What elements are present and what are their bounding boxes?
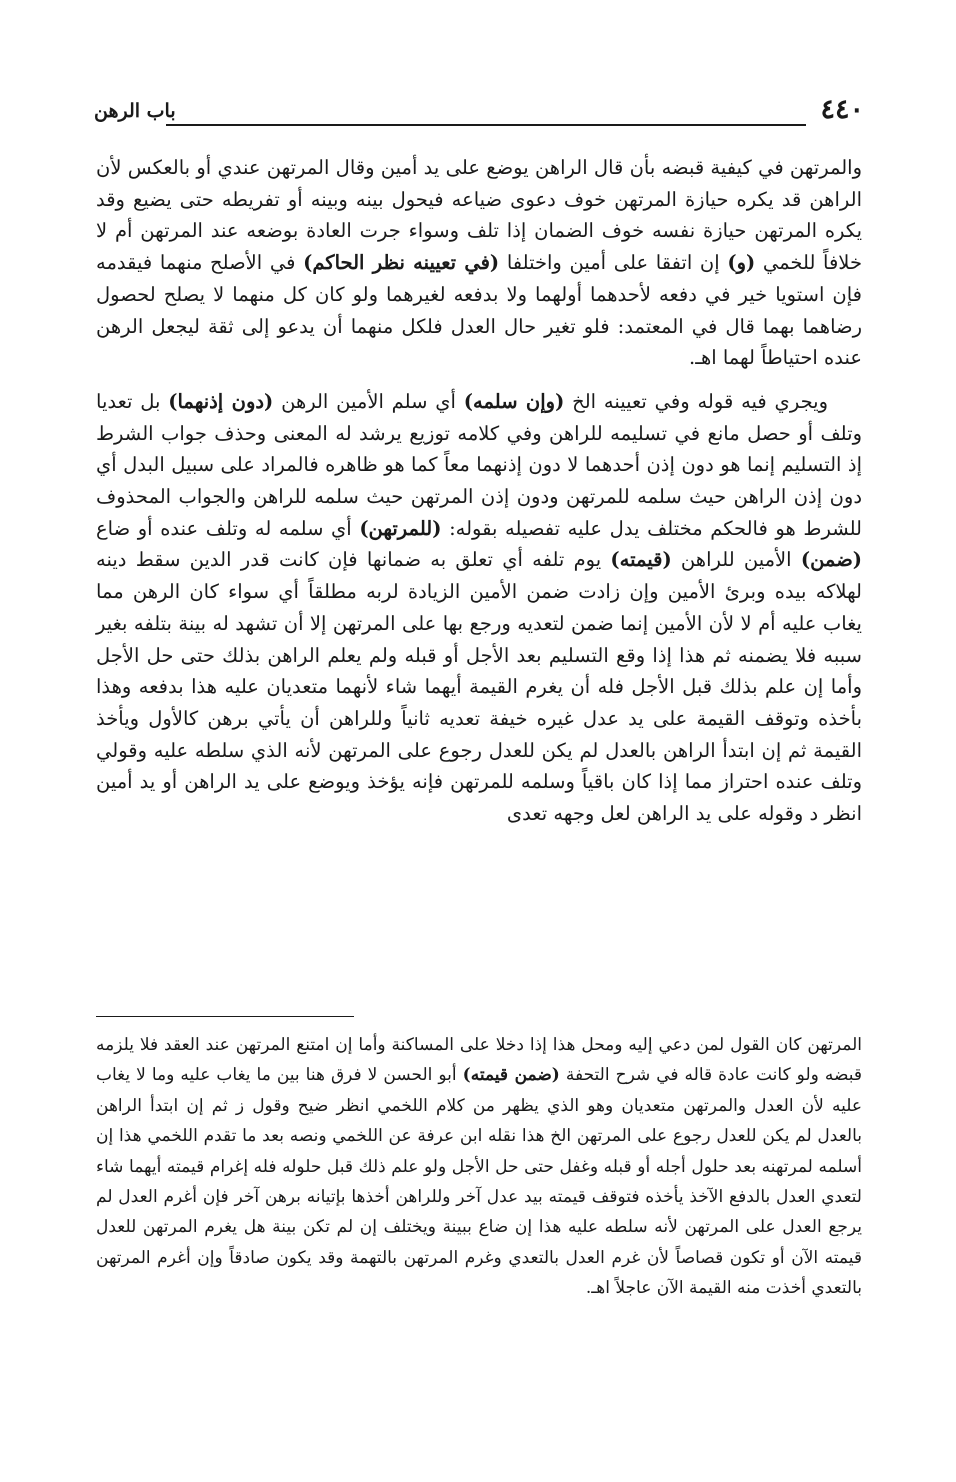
bold-term: (دون إذنهما) bbox=[168, 389, 274, 413]
bold-term: (ضمن قيمته) bbox=[462, 1065, 560, 1086]
chapter-title: باب الرهن bbox=[94, 100, 176, 122]
bold-term: (ضمن) bbox=[800, 548, 862, 572]
bold-term: (للمرتهن) bbox=[359, 516, 442, 540]
footnote-paragraph: المرتهن كان القول لمن دعي إليه ومحل هذا إذا دخلا على المساكنة وأما إن امتنع المرتهن عند العقد فلا يلزمه قبضه ولو كانت عادة قاله في شرح التحفة (ضمن قيمته) أبو الحسن لا فرق هنا بين ما يغاب عليه وما لا يغاب عليه لأن العدل والمرتهن متعديان وهو الذي يظهر من كلام اللخمي انظر ضيح وقول ز ثم إن ابتدأ الراهن بالعدل لم يكن للعدل رجوع على المرتهن الخ هذا نقله ابن عرفة عن اللخمي ونصه بعد ما تقدم اللخمي هذا إن أسلمه لمرتهنه بعد حلول أجله أو قبله وغفل حتى حل الأجل ولو علم ذلك قبل حلوله فله إغرام قيمته أيهما شاء لتعدي العدل بالدفع الآخذ يأخذه فتوقف قيمته بيد عدل آخر وللراهن أخذها بإتيانه برهن آخر فإن أغرم العدل لم يرجع العدل على المرتهن لأنه سلطه عليه هذا إن ضاع ببينة ويختلف إن لم تكن بينة هل يغرم المرتهن للعدل قيمته الآن أو تكون قصاصاً لأن غرم العدل بالتعدي وغرم المرتهن بالتهمة وقد يكون صادقاً وإن أغرم المرتهن بالتعدي أخذت منه القيمة الآن عاجلاً اهـ. bbox=[96, 1035, 862, 1299]
header-rule bbox=[166, 124, 806, 126]
bold-term: (و) bbox=[727, 251, 756, 275]
bold-term: (قيمته) bbox=[610, 548, 672, 572]
page-number: ٤٤٠ bbox=[820, 94, 864, 125]
bold-term: (وإن سلمه) bbox=[463, 389, 565, 413]
main-text bbox=[96, 152, 862, 830]
footnote-separator bbox=[96, 1016, 354, 1017]
footnote bbox=[96, 1030, 862, 1304]
bold-term: (في تعيينه نظر الحاكم) bbox=[303, 251, 500, 275]
paragraph-2: ويجري فيه قوله وفي تعيينه الخ (وإن سلمه) أي سلم الأمين الرهن (دون إذنهما) بل تعديا وتلف أو حصل مانع في تسليمه للراهن وفي كلامه توزيع يرشد له المعنى وحذف جواب الشرط إذ التسليم إنما هو دون إذن أحدهما لا دون إذنهما معاً كما هو ظاهره فالمراد على سبيل البدل أي دون إذن الراهن حيث سلمه للمرتهن ودون إذن المرتهن حيث سلمه للراهن والجواب المحذوف للشرط هو فالحكم مختلف يدل عليه تفصيله بقوله: (للمرتهن) أي سلمه له وتلف عنده أو ضاع (ضمن) الأمين للراهن (قيمته) يوم تلفه أي تعلق به ضمانها فإن كانت قدر الدين سقط دينه لهلاكه بيده وبرئ الأمين وإن زادت ضمن الأمين الزيادة لربه مطلقاً أي سواء كان الرهن مما يغاب عليه أم لا لأن الأمين إنما ضمن لتعديه ورجع بها على المرتهن إلا أن تشهد له بينة بتلفه بغير سببه فلا يضمنه ثم هذا إذا وقع التسليم بعد الأجل أو قبله ولم يعلم الراهن بذلك حتى حل الأجل وأما إن علم بذلك قبل الأجل فله أن يغرم القيمة أيهما شاء لأنهما متعديان عليه هذا بدفعه وهذا بأخذه وتوقف القيمة على يد عدل غيره خيفة تعديه ثانياً وللراهن أن يأتي برهن كالأول ويأخذ القيمة ثم إن ابتدأ الراهن بالعدل لم يكن للعدل رجوع على المرتهن لأنه الذي سلطه عليه وقولي وتلف عنده احتراز مما إذا كان باقياً وسلمه للمرتهن فإنه يؤخذ ويوضع على يد الراهن أو يد أمين انظر د وقوله على يد الراهن لعل وجهه تعدى bbox=[96, 389, 862, 826]
paragraph-1: والمرتهن في كيفية قبضه بأن قال الراهن يوضع على يد أمين وقال المرتهن عندي أو بالعكس لأن الراهن قد يكره حيازة المرتهن خوف دعوى ضياعه فيحول بينه وبينه أو تفريطه حتى يضيع وقد يكره المرتهن حيازة نفسه خوف الضمان إذا تلف وسواء جرت العادة بوضعه عند المرتهن أم لا خلافاً للخمي (و) إن اتفقا على أمين واختلفا (في تعيينه نظر الحاكم) في الأصلح منهما فيقدمه فإن استويا خير في دفعه لأحدهما أولهما ولا بدفعه لغيرهما ولو كان كل منهما لا يصلح لحصول رضاهما بهما قال في المعتمد: فلو تغير حال العدل فلكل منهما أن يدعو إلى ثقة ليجعل الرهن عنده احتياطاً لهما اهـ. bbox=[96, 156, 862, 370]
page-header bbox=[94, 92, 864, 132]
